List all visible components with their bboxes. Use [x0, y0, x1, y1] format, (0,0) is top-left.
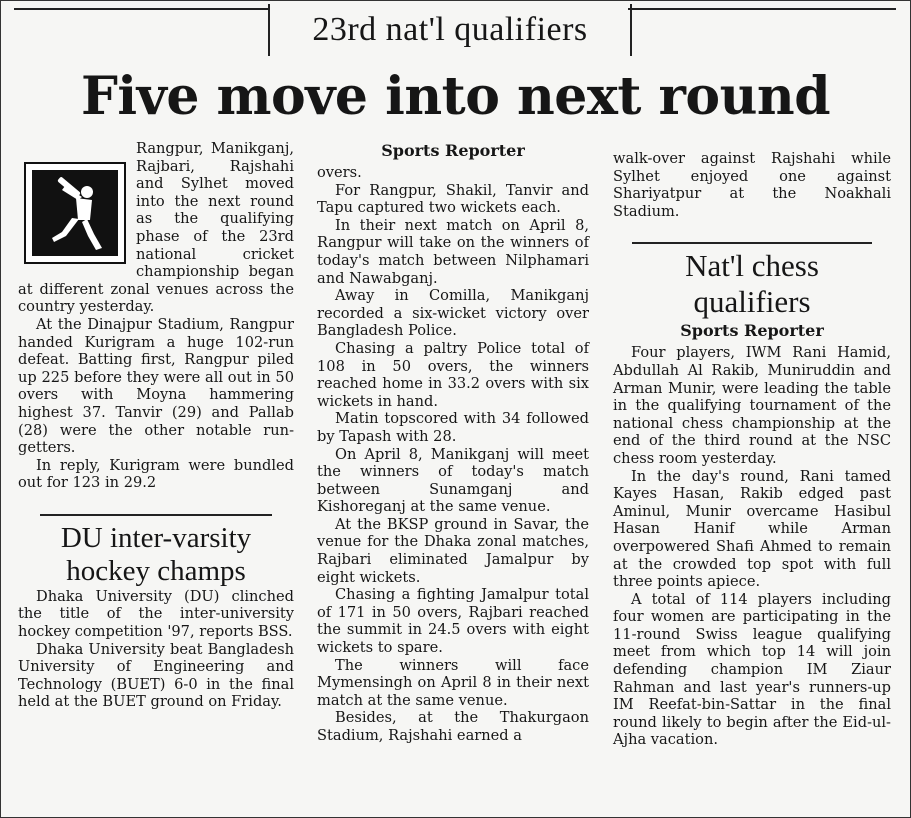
chess-headline-line1: Nat'l chess — [685, 248, 819, 284]
paragraph: On April 8, Manikganj will meet the winners of today's match between Sunamganj and Kishoreganj at the same venue. — [317, 445, 589, 516]
paragraph: Chasing a fighting Jamalpur total of 171 in 50 overs, Rajbari reached the summit in 24.5 overs with eight wickets to spare. — [317, 586, 589, 657]
chess-byline: Sports Reporter — [680, 321, 824, 341]
paragraph: Chasing a paltry Police total of 108 in 50 overs, the winners reached home in 33.2 overs with six wickets in hand. — [317, 339, 589, 410]
cricket-batsman-icon — [32, 170, 118, 256]
main-headline: Five move into next round — [80, 66, 831, 127]
paragraph: In their next match on April 8, Rangpur will take on the winners of today's match between Nilphamari and Nawabganj. — [317, 216, 589, 287]
paragraph: For Rangpur, Shakil, Tanvir and Tapu captured two wickets each. — [317, 181, 589, 217]
byline: Sports Reporter — [381, 141, 525, 160]
paragraph: In reply, Kurigram were bundled out for 123 in 29.2 — [18, 456, 294, 492]
column-3 — [613, 150, 891, 749]
paragraph: At the Dinajpur Stadium, Rangpur handed Kurigram a huge 102-run defeat. Batting first, Rangpur piled up 225 before they were all out in 50 overs with Moyna hammering highest 37. Tanvir (29) and Pallab (28) were the other notable run-getters. — [18, 315, 294, 457]
paragraph: Away in Comilla, Manikganj recorded a six-wicket victory over Bangladesh Police. — [317, 287, 589, 340]
paragraph: walk-over against Rajshahi while Sylhet enjoyed one against Shariyatpur at the Noakhali Stadium. — [613, 150, 891, 220]
cricket-logo — [24, 162, 126, 264]
chess-headline-line2: qualifiers — [693, 284, 811, 320]
paragraph: The winners will face Mymensingh on April 8 in their next match at the same venue. — [317, 656, 589, 709]
paragraph: Four players, IWM Rani Hamid, Abdullah Al Rakib, Muniruddin and Arman Munir, were leading the table in the qualifying tournament of the national chess championship at the end of the third round at the NSC chess room yesterday. — [613, 344, 891, 467]
paragraph: In the day's round, Rani tamed Kayes Hasan, Rakib edged past Aminul, Munir overcame Hasibul Hasan Hanif while Arman overpowered Shafi Ahmed to remain at the crowded top spot with full three points apiece. — [613, 467, 891, 591]
kicker-rule-right — [628, 8, 896, 10]
paragraph: At the BKSP ground in Savar, the venue for the Dhaka zonal matches, Rajbari eliminated Jamalpur by eight wickets. — [317, 515, 589, 586]
section-kicker: 23rd nat'l qualifiers — [268, 4, 632, 56]
paragraph: Matin topscored with 34 followed by Tapash with 28. — [317, 410, 589, 445]
paragraph: Rangpur, Manikganj, Rajbari, Rajshahi and Sylhet moved into the next round as the qualifying phase of the 23rd national cricket championship began at different zonal venues across the country yesterday. — [18, 140, 294, 316]
hockey-headline-line2: hockey champs — [66, 554, 246, 587]
paragraph: Dhaka University (DU) clinched the title of the inter-university hockey competition '97, reports BSS. — [18, 587, 294, 641]
paragraph: Besides, at the Thakurgaon Stadium, Rajshahi earned a — [317, 709, 589, 744]
column-1 — [18, 140, 294, 711]
paragraph: Dhaka University beat Bangladesh University of Engineering and Technology (BUET) 6-0 in the final held at the BUET ground on Friday. — [18, 640, 294, 711]
column-2 — [317, 140, 589, 745]
hockey-headline-line1: DU inter-varsity — [60, 521, 252, 554]
paragraph: overs. — [317, 164, 362, 181]
kicker-rule-left — [14, 8, 268, 10]
paragraph: A total of 114 players including four women are participating in the 11-round Swiss league qualifying meet from which top 14 will join defending champion IM Ziaur Rahman and last year's runners-up IM Reefat-bin-Sattar in the final round likely to begin after the Eid-ul-Ajha vacation. — [613, 590, 891, 749]
